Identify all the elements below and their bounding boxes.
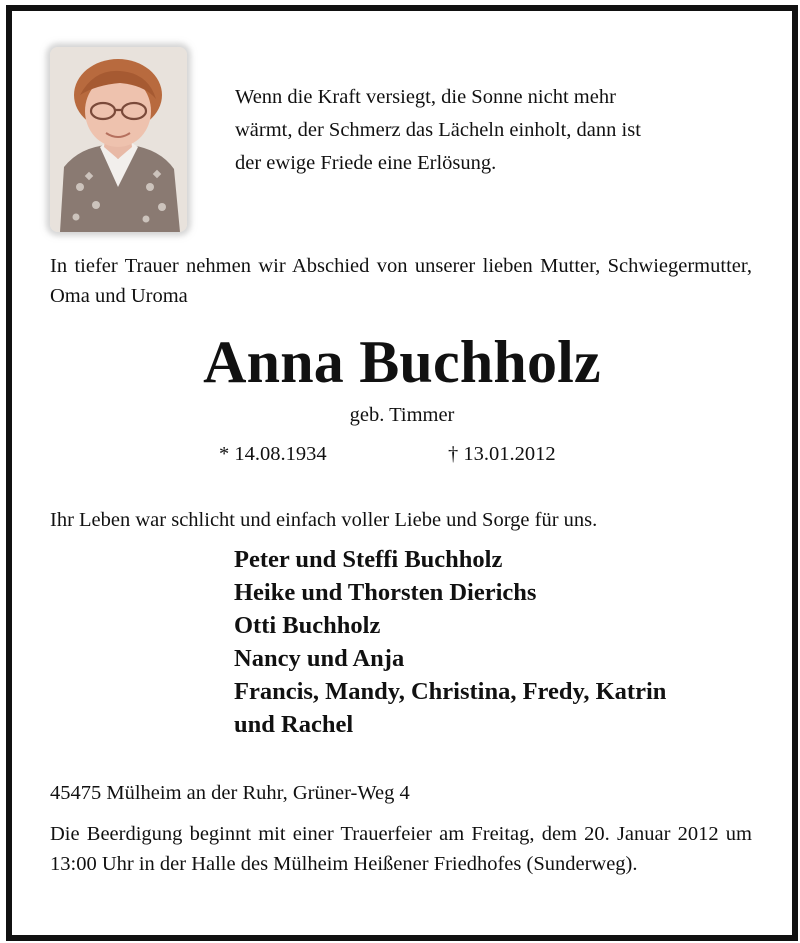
birth-date: * 14.08.1934 <box>219 443 327 465</box>
quote-line: Wenn die Kraft versiegt, die Sonne nicht mehr <box>235 86 616 108</box>
address: 45475 Mülheim an der Ruhr, Grüner-Weg 4 <box>50 782 410 804</box>
portrait-photo <box>50 47 187 232</box>
mourner-line: und Rachel <box>234 711 354 738</box>
intro-text: In tiefer Trauer nehmen wir Abschied von unserer lieben Mutter, Schwiegermutter, Oma und Uroma <box>50 255 752 307</box>
mourner-line: Heike und Thorsten Dierichs <box>234 579 537 606</box>
death-date: † 13.01.2012 <box>448 443 556 465</box>
maiden-name: geb. Timmer <box>349 404 455 426</box>
mourner-line: Peter und Steffi Buchholz <box>234 546 503 573</box>
portrait-photo-icon <box>50 47 187 232</box>
funeral-info: Die Beerdigung beginnt mit einer Trauerfeier am Freitag, dem 20. Januar 2012 um 13:00 Uhr in der Halle des Mülheim Heißener Friedhofes (Sunderweg). <box>50 823 752 875</box>
memorial-quote <box>235 81 755 180</box>
mourner-line: Otti Buchholz <box>234 612 381 639</box>
mourner-line: Francis, Mandy, Christina, Fredy, Katrin <box>234 678 667 705</box>
quote-line: der ewige Friede eine Erlösung. <box>235 152 497 174</box>
mourners-list <box>234 543 666 741</box>
obituary-notice <box>6 5 798 941</box>
life-statement: Ihr Leben war schlicht und einfach voller Liebe und Sorge für uns. <box>50 509 598 531</box>
quote-line: wärmt, der Schmerz das Lächeln einholt, dann ist <box>235 119 641 141</box>
deceased-name: Anna Buchholz <box>203 329 601 395</box>
mourner-line: Nancy und Anja <box>234 645 405 672</box>
